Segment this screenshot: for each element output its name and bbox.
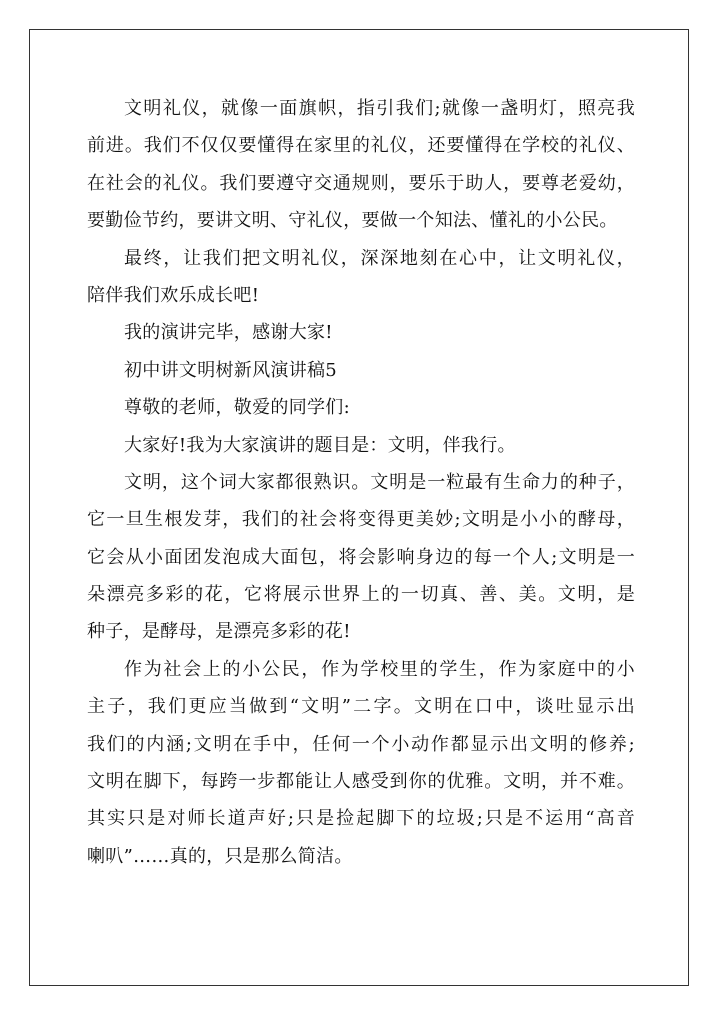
text-line: 喇叭”……真的，只是那么简洁。 [87, 845, 353, 867]
text-line: 我们的内涵;文明在手中，任何一个小动作都显示出文明的修养; [87, 733, 635, 755]
text-line: 朵漂亮多彩的花，它将展示世界上的一切真、善、美。文明，是 [87, 584, 635, 606]
text-line: 作为社会上的小公民，作为学校里的学生，作为家庭中的小 [124, 658, 635, 680]
document-body [87, 90, 635, 875]
text-line: 在社会的礼仪。我们要遵守交通规则，要乐于助人，要尊老爱幼， [87, 172, 635, 194]
section-title: 初中讲文明树新风演讲稿5 [124, 359, 338, 381]
text-line: 种子，是酵母，是漂亮多彩的花! [87, 621, 351, 643]
text-line: 文明在脚下，每跨一步都能让人感受到你的优雅。文明，并不难。 [87, 771, 635, 793]
text-line: 文明，这个词大家都很熟识。文明是一粒最有生命力的种子， [124, 471, 635, 493]
text-line: 前进。我们不仅仅要懂得在家里的礼仪，还要懂得在学校的礼仪、 [87, 135, 635, 157]
text-line: 要勤俭节约，要讲文明、守礼仪，要做一个知法、懂礼的小公民。 [87, 210, 618, 232]
text-line: 主子，我们更应当做到“文明”二字。文明在口中，谈吐显示出 [87, 696, 635, 718]
text-line: 陪伴我们欢乐成长吧! [87, 284, 260, 306]
text-line: 最终，让我们把文明礼仪，深深地刻在心中，让文明礼仪， [124, 247, 635, 269]
salutation: 尊敬的老师，敬爱的同学们: [124, 397, 350, 419]
text-line: 它会从小面团发泡成大面包，将会影响身边的每一个人;文明是一 [87, 546, 635, 568]
text-line: 文明礼仪，就像一面旗帜，指引我们;就像一盏明灯，照亮我 [124, 98, 635, 119]
text-line: 我的演讲完毕，感谢大家! [124, 322, 333, 344]
text-line: 它一旦生根发芽，我们的社会将变得更美妙;文明是小小的酵母， [87, 509, 635, 531]
text-line: 大家好!我为大家演讲的题目是：文明，伴我行。 [124, 434, 516, 456]
text-line: 其实只是对师长道声好;只是捡起脚下的垃圾;只是不运用“高音 [87, 808, 635, 830]
